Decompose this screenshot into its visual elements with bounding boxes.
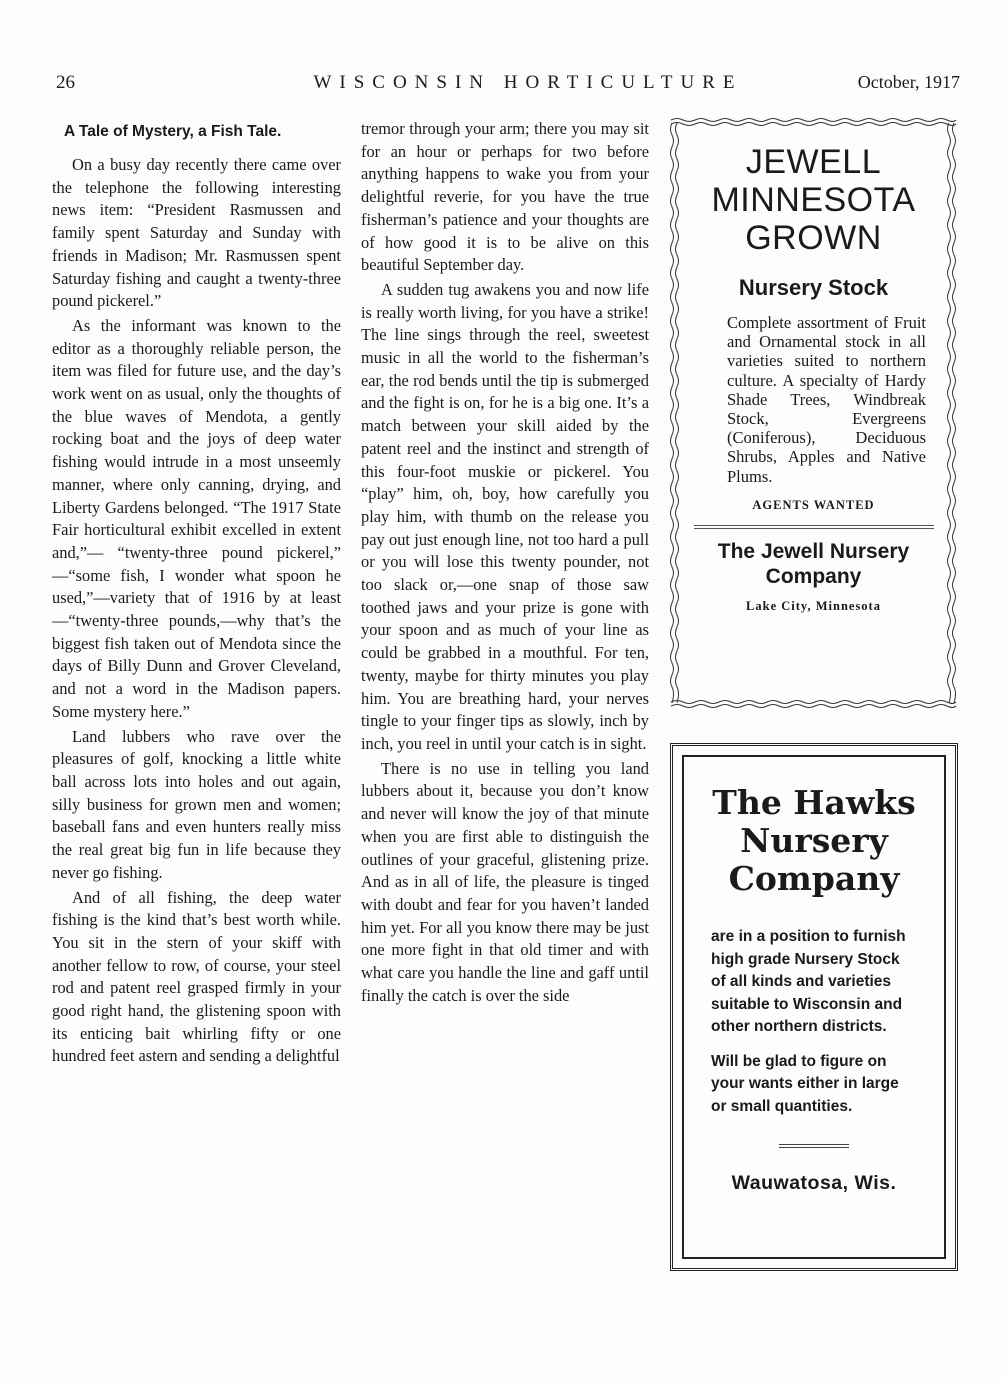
hawks-location: Wauwatosa, Wis.: [731, 1172, 897, 1194]
headline-line: JEWELL: [745, 143, 882, 181]
divider: [779, 1147, 849, 1148]
page-header: [56, 72, 960, 102]
jewell-nursery-ad: [669, 117, 958, 709]
headline-line: MINNESOTA: [711, 181, 916, 219]
article-paragraph: There is no use in telling you land lubbers about it, because you don’t know and never will know the joy of that minute when you are first able to distinguish the outlines of your graceful, glistening prize. And as in all of life, the pleasure is tinged with doubt and fear for you haven’t landed him yet. For all you know there may be just one more fight in that old timer and with what care you handle the line and gaff until finally the catch is over the side: [361, 758, 649, 1005]
page-number: 26: [56, 72, 75, 93]
headline-line: The Hawks: [712, 783, 916, 822]
hawks-headline: [711, 784, 917, 898]
issue-date: October, 1917: [857, 72, 960, 92]
divider: [694, 528, 934, 529]
article-paragraph: On a busy day recently there came over the telephone the following interesting news item: “President Rasmussen and family spent Saturday and Sunday with friends in Madison; Mr. Rasmussen spent Saturday fishing and caught a twenty-three pound pickerel.”: [52, 155, 341, 311]
publication-title: WISCONSIN HORTICULTURE: [313, 72, 743, 93]
jewell-subhead: Nursery Stock: [738, 275, 889, 300]
wavy-border-top: [669, 117, 958, 127]
wavy-border-right: [946, 123, 958, 703]
article-paragraph: A sudden tug awakens you and now life is really worth living, for you have a strike! The line sings through the reel, sweetest music in all the world to the fisherman’s ear, the rod bends until the tip is submerged and the fight is on, for he is a big one. It’s a match between your skill aided by the patent reel and the instinct and strength of this four-foot muskie or pickerel. You “play” him, oh, boy, how carefully you play him, with thumb on the release you pay out just enough line, not too hard a pull or you will lose this twenty pounder, not too slack or,—one snap of those saw toothed jaws and your prize is gone with your spoon and as much of your line as could be grabbed in a mouthful. For ten, twenty, maybe for thirty minutes you play him. You are breathing hard, your nerves tingle to your finger tips as slowly, inch by inch, you reel in until your catch is in sight.: [361, 279, 649, 753]
jewell-company-name: The Jewell Nursery Company: [717, 539, 910, 588]
headline-line: Nursery: [740, 821, 888, 860]
hawks-offer: Will be glad to figure on your wants either in large or small quantities.: [711, 1052, 899, 1115]
article-column-2: [361, 118, 649, 1007]
headline-line: Company: [728, 859, 900, 898]
article-paragraph: As the informant was known to the editor as a thoroughly reliable person, the item was filed for future use, and the day’s work went on as usual, only the thoughts of the blue waves of Mendota, a gently rocking boat and the joys of deep water fishing would intrude in a most unseemly manner, where only canning, drying, and Liberty Gardens belonged. “The 1917 State Fair horticultural exhibit excelled in extent and,”— “twenty-three pound pickerel,” —“some fish, I wonder what spoon he used,”—variety that of 1916 by at least—“twenty-three pounds,—why that’s the biggest fish taken out of Mendota since the days of Billy Dunn and Grover Cleveland, and not a word in the Madison papers. Some mystery here.”: [52, 315, 341, 721]
article-title: A Tale of Mystery, a Fish Tale.: [64, 123, 282, 140]
article-paragraph-continued: tremor through your arm; there you may sit for an hour or perhaps for two before anything happens to wake you from your delightful reverie, for you have the true fisherman’s patience and your thoughts are of how good it is to be alive on this beautiful September day.: [361, 119, 649, 275]
hawks-nursery-ad: [670, 743, 958, 1271]
hawks-ad-content: [711, 784, 917, 1195]
jewell-location: Lake City, Minnesota: [746, 598, 881, 613]
agents-wanted: AGENTS WANTED: [752, 497, 875, 512]
hawks-body: are in a position to furnish high grade Nursery Stock of all kinds and varieties suitable to Wisconsin and other northern districts.: [711, 928, 906, 1035]
headline-line: GROWN: [745, 219, 882, 257]
article-paragraph: Land lubbers who rave over the pleasures of golf, knocking a little white ball across lots into holes and out again, silly business for grown men and women; baseball fans and even hunters really miss the real great big fun in life because they never go fishing.: [52, 726, 341, 882]
article-column-1: [52, 118, 341, 1068]
wavy-border-bottom: [669, 699, 958, 709]
jewell-headline: [693, 143, 934, 257]
wavy-border-left: [669, 123, 681, 703]
divider: [694, 525, 934, 526]
article-paragraph: And of all fishing, the deep water fishing is the kind that’s best worth while. You sit in the stern of your skiff with another fellow to row, of course, your steel rod and patent reel grasped firmly in your good right hand, the glistening spoon with its enticing bait whirling fifty or one hundred feet astern and sending a delightful: [52, 887, 341, 1066]
jewell-ad-content: [693, 143, 934, 614]
jewell-body: Complete assortment of Fruit and Ornamental stock in all varieties suited to northern culture. A specialty of Hardy Shade Trees, Windbreak Stock, Evergreens (Coniferous), Deciduous Shrubs, Apples and Native Plums.: [727, 313, 926, 486]
divider: [779, 1144, 849, 1145]
